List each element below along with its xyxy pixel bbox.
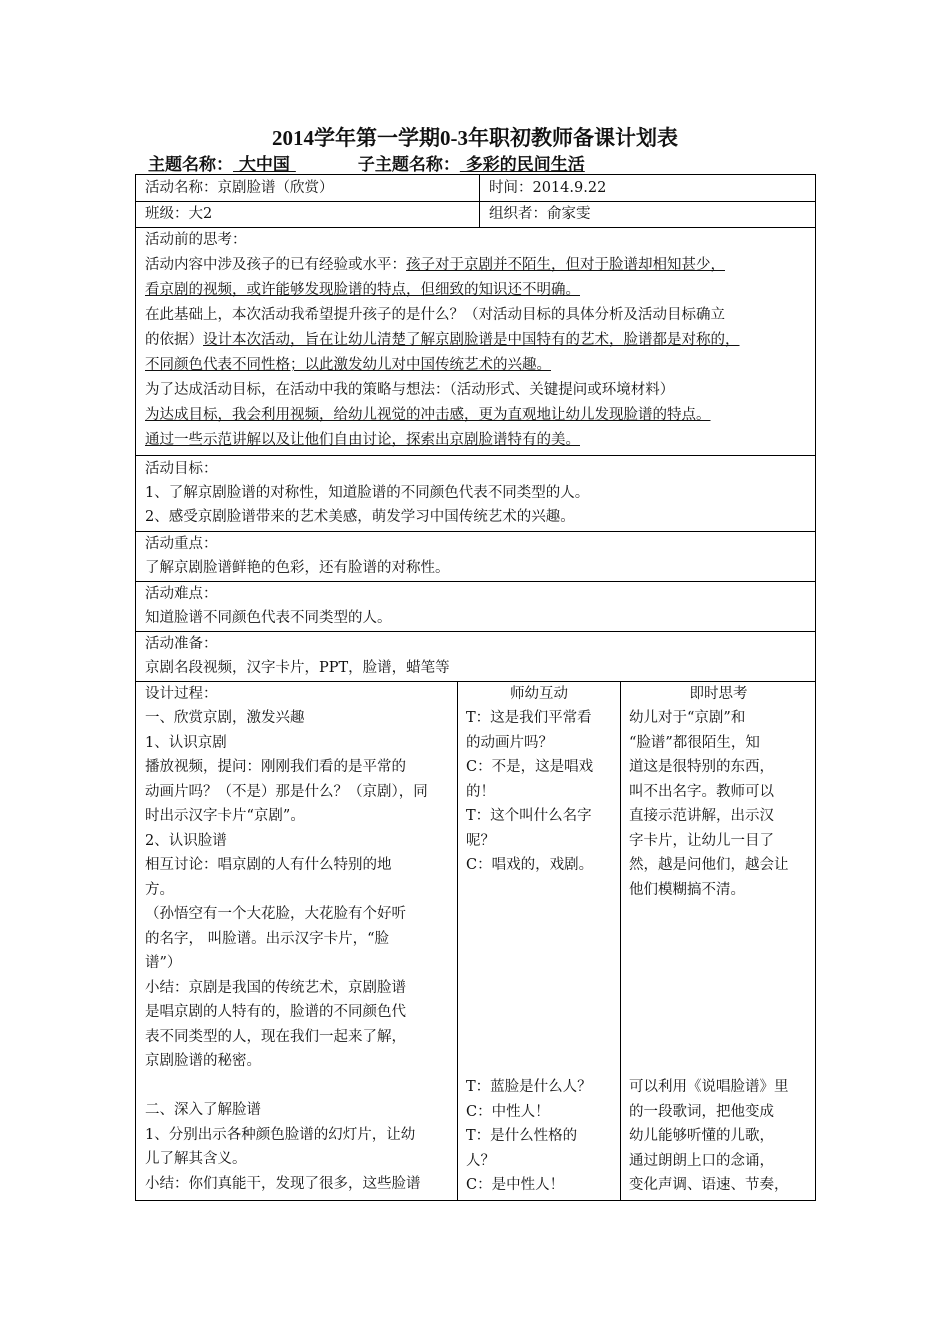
design-line: 二、深入了解脸谱 bbox=[145, 1102, 261, 1118]
design-line: （孙悟空有一个大花脸，大花脸有个好听 bbox=[145, 906, 406, 922]
design-line: 表不同类型的人，现在我们一起来了解， bbox=[145, 1028, 406, 1045]
interaction-line: C：是中性人！ bbox=[466, 1177, 565, 1193]
pre-thinking-heading: 活动前的思考： bbox=[145, 232, 247, 248]
reflection-line: 变化声调、语速、节奏， bbox=[629, 1177, 789, 1193]
pre-thinking-line-7: 为达成目标，我会利用视频，给幼儿视觉的冲击感，更为直观地让幼儿发现脸谱的特点。 bbox=[145, 407, 711, 423]
reflection-line: 可以利用《说唱脸谱》里 bbox=[629, 1079, 789, 1095]
reflection-line: 的一段歌词，把他变成 bbox=[629, 1103, 774, 1120]
design-line: 时出示汉字卡片“京剧”。 bbox=[145, 808, 305, 824]
design-line: 1、分别出示各种颜色脸谱的幻灯片，让幼 bbox=[145, 1126, 416, 1143]
design-line: 小结：京剧是我国的传统艺术，京剧脸谱 bbox=[145, 979, 406, 996]
theme-line bbox=[148, 150, 585, 175]
key-point-heading: 活动重点： bbox=[145, 536, 218, 552]
plan-table bbox=[135, 174, 816, 1201]
design-line: 2、认识脸谱 bbox=[145, 832, 227, 849]
goals-heading: 活动目标： bbox=[145, 461, 218, 477]
reflection-line: 然，越是问他们，越会让 bbox=[629, 857, 789, 873]
reflection-line: 叫不出名字。教师可以 bbox=[629, 783, 774, 800]
design-line: 动画片吗？（不是）那是什么？（京剧），同 bbox=[145, 783, 428, 800]
reflection-line: 直接示范讲解，出示汉 bbox=[629, 808, 774, 824]
design-line: 儿了解其含义。 bbox=[145, 1151, 247, 1167]
subtheme-label: 子主题名称： bbox=[357, 155, 460, 175]
difficulty-heading: 活动难点： bbox=[145, 586, 218, 602]
goal-2: 2、感受京剧脸谱带来的艺术美感，萌发学习中国传统艺术的兴趣。 bbox=[145, 509, 575, 525]
pre-thinking-line-1: 活动内容中涉及孩子的已有经验或水平：孩子对于京剧并不陌生，但对于脸谱却相知甚少， bbox=[145, 257, 725, 273]
design-line: 小结：你们真能干，发现了很多，这些脸谱 bbox=[145, 1175, 421, 1192]
preparation-text: 京剧名段视频，汉字卡片，PPT，脸谱，蜡笔等 bbox=[145, 660, 450, 676]
interaction-line: T：这个叫什么名字 bbox=[466, 808, 592, 824]
interaction-line: 的！ bbox=[466, 783, 495, 800]
design-line: 的名字， 叫脸谱。出示汉字卡片，“脸 bbox=[145, 930, 390, 947]
interaction-line: T：蓝脸是什么人？ bbox=[466, 1079, 592, 1095]
interaction-line: 人？ bbox=[466, 1152, 495, 1169]
reflection-line: 通过朗朗上口的念诵， bbox=[629, 1152, 774, 1169]
interaction-line: T：这是我们平常看 bbox=[466, 710, 592, 726]
interaction-line: C：中性人！ bbox=[466, 1103, 550, 1120]
design-heading: 设计过程： bbox=[145, 686, 218, 702]
reflection-line: 幼儿能够听懂的儿歌， bbox=[629, 1128, 774, 1144]
design-line: 1、认识京剧 bbox=[145, 734, 227, 751]
page-title: 2014学年第一学期0-3年职初教师备课计划表 bbox=[272, 126, 678, 150]
class-name: 班级：大2 bbox=[145, 206, 213, 222]
reflection-heading: 即时思考 bbox=[689, 686, 748, 702]
interaction-line: C：不是，这是唱戏 bbox=[466, 759, 594, 775]
pre-thinking-line-8: 通过一些示范讲解以及让他们自由讨论，探索出京剧脸谱特有的美。 bbox=[145, 432, 580, 448]
preparation-heading: 活动准备： bbox=[145, 636, 218, 652]
pre-thinking-line-2: 看京剧的视频，或许能够发现脸谱的特点，但细致的知识还不明确。 bbox=[145, 282, 580, 298]
reflection-line: 幼儿对于“京剧”和 bbox=[629, 710, 746, 726]
activity-time: 时间：2014.9.22 bbox=[489, 180, 607, 196]
design-line: 一、欣赏京剧，激发兴趣 bbox=[145, 710, 305, 726]
reflection-line: 字卡片，让幼儿一目了 bbox=[629, 832, 774, 849]
design-line: 京剧脸谱的秘密。 bbox=[145, 1053, 261, 1069]
key-point-text: 了解京剧脸谱鲜艳的色彩，还有脸谱的对称性。 bbox=[145, 560, 450, 576]
interaction-line: 的动画片吗？ bbox=[466, 734, 553, 751]
interaction-line: C：唱戏的，戏剧。 bbox=[466, 857, 594, 873]
reflection-line: 他们模糊搞不清。 bbox=[629, 881, 745, 898]
goal-1: 1、了解京剧脸谱的对称性，知道脸谱的不同颜色代表不同类型的人。 bbox=[145, 485, 590, 501]
pre-thinking-line-4: 的依据）设计本次活动，旨在让幼儿清楚了解京剧脸谱是中国特有的艺术，脸谱都是对称的， bbox=[145, 332, 740, 348]
subtheme-value: 多彩的民间生活 bbox=[459, 155, 585, 175]
pre-thinking-line-6: 为了达成活动目标，在活动中我的策略与想法：（活动形式、关键提问或环境材料） bbox=[145, 382, 675, 398]
design-line: 谱”） bbox=[145, 955, 182, 971]
design-line: 是唱京剧的人特有的，脸谱的不同颜色代 bbox=[145, 1004, 406, 1020]
reflection-line: “脸谱”都很陌生，知 bbox=[629, 734, 760, 751]
organizer: 组织者：俞家雯 bbox=[489, 206, 591, 222]
interaction-line: T：是什么性格的 bbox=[466, 1128, 578, 1144]
interaction-heading: 师幼互动 bbox=[510, 686, 568, 702]
pre-thinking-line-5: 不同颜色代表不同性格；以此激发幼儿对中国传统艺术的兴趣。 bbox=[145, 357, 551, 373]
activity-name: 活动名称：京剧脸谱（欣赏） bbox=[145, 180, 334, 196]
reflection-line: 道这是很特别的东西， bbox=[629, 759, 774, 775]
theme-value: 大中国 bbox=[233, 155, 296, 175]
difficulty-text: 知道脸谱不同颜色代表不同类型的人。 bbox=[145, 610, 392, 626]
design-line: 相互讨论：唱京剧的人有什么特别的地 bbox=[145, 857, 392, 873]
design-line: 方。 bbox=[145, 881, 174, 898]
theme-label: 主题名称： bbox=[148, 155, 233, 175]
pre-thinking-line-3: 在此基础上，本次活动我希望提升孩子的是什么？（对活动目标的具体分析及活动目标确立 bbox=[145, 307, 725, 323]
interaction-line: 呢？ bbox=[466, 832, 495, 849]
design-line: 播放视频，提问：刚刚我们看的是平常的 bbox=[145, 759, 406, 775]
